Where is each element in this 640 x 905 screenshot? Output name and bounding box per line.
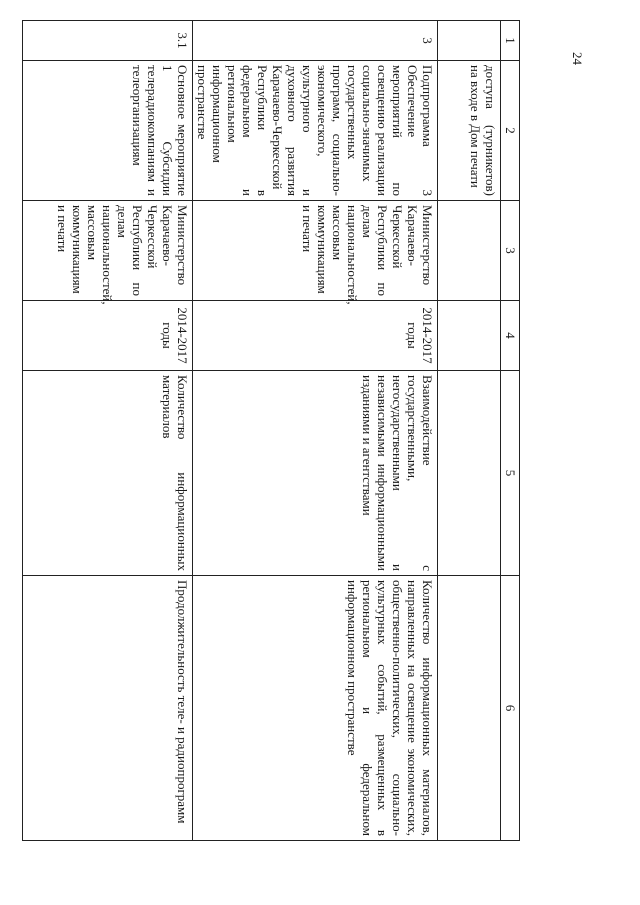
table-row: [438, 21, 501, 841]
table-row: [23, 21, 193, 841]
program-table: [22, 20, 520, 841]
executor: Министерство Карачаево-Черкесской Республики по делам национальностей, массовым коммуникациям и печати: [23, 201, 193, 301]
executor: Министерство Карачаево-Черкесской Республики по делам национальностей, массовым коммуникациям и печати: [193, 201, 438, 301]
header-cell-5: 5: [501, 371, 520, 576]
page-number: 24: [570, 52, 585, 65]
result-description: Взаимодействие с государственными, негосударственными и независимыми информационными изданиями и агентствами: [193, 371, 438, 576]
table-header-row: [501, 21, 520, 841]
result-description: Количество информационных материалов: [23, 371, 193, 576]
indicator: [438, 576, 501, 841]
period: 2014-2017 годы: [23, 301, 193, 371]
header-cell-3: 3: [501, 201, 520, 301]
measure-name: доступа (турникетов) на входе в Дом печати: [438, 61, 501, 201]
period: [438, 301, 501, 371]
row-number: [438, 21, 501, 61]
measure-name: Подпрограмма 3 Обеспечение мероприятий по освещению реализации социально-значимых государственных программ, социально-экономического, культурного и духовного развития Карачаево-Черкесской Республики в федеральном и региональном информационном пространстве: [193, 61, 438, 201]
header-cell-6: 6: [501, 576, 520, 841]
measure-name: Основное мероприятие 1 Субсидии телерадиокомпаниям и телеорганизациям: [23, 61, 193, 201]
header-cell-2: 2: [501, 61, 520, 201]
header-cell-1: 1: [501, 21, 520, 61]
table-row: [193, 21, 438, 841]
indicator: Продолжительность теле- и радиопрограмм: [23, 576, 193, 841]
rotated-table-wrapper: [55, 20, 520, 840]
header-cell-4: 4: [501, 301, 520, 371]
period: 2014-2017 годы: [193, 301, 438, 371]
row-number: 3: [193, 21, 438, 61]
indicator: Количество информационных материалов, направленных на освещение экономических, общественно-политических, социально-культурных событий, размещенных в региональном и федеральном информационном пространстве: [193, 576, 438, 841]
result-description: [438, 371, 501, 576]
executor: [438, 201, 501, 301]
row-number: 3.1: [23, 21, 193, 61]
